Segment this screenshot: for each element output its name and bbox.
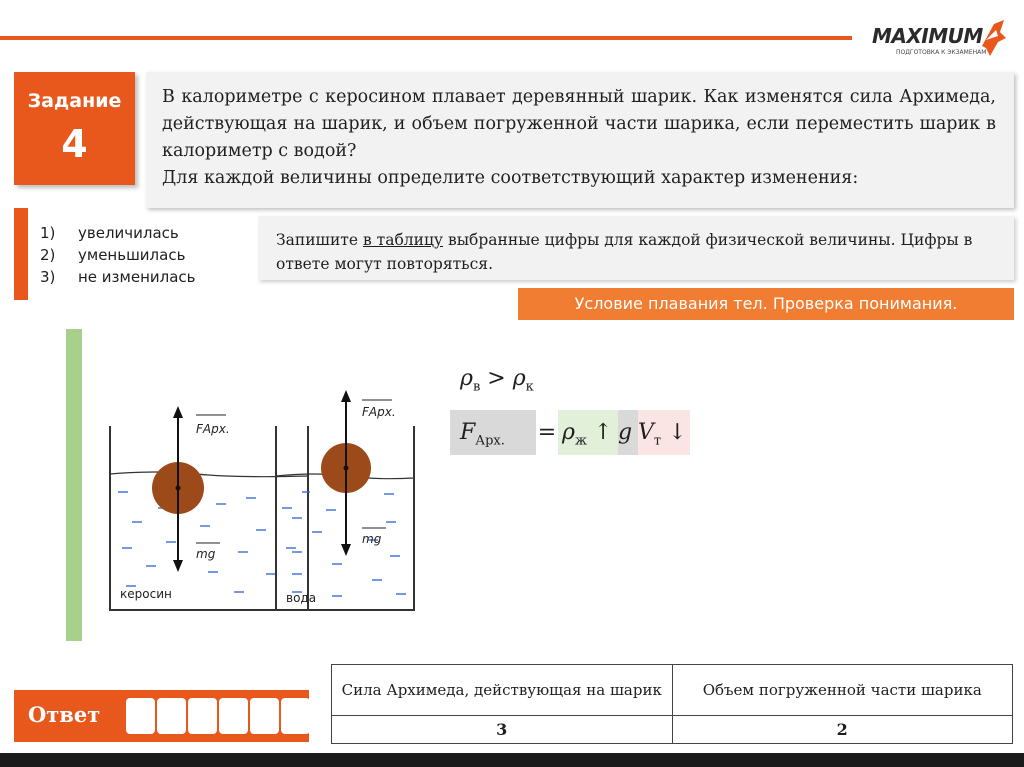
maximum-logo — [872, 18, 1012, 64]
formula-force: $F_{Арх.}$ — [450, 410, 536, 455]
logo-runner-icon — [976, 18, 1008, 58]
answer-cell[interactable] — [157, 698, 186, 734]
question-text: В калориметре с керосином плавает деревянный шарик. Как изменятся сила Архимеда, действующая на шарик, и объем погруженной части шарика, если переместить шарик в калориметр с водой? — [162, 87, 996, 161]
answer-cell[interactable] — [281, 698, 310, 734]
options-accent-bar — [14, 208, 28, 300]
answer-label: Ответ — [28, 702, 101, 727]
footer-bar — [0, 753, 1024, 767]
logo-tagline: ПОДГОТОВКА К ЭКЗАМЕНАМ — [896, 49, 987, 56]
answer-cells — [126, 698, 310, 734]
side-accent-bar — [66, 329, 82, 641]
answer-cell[interactable] — [219, 698, 248, 734]
water-vessel — [276, 390, 414, 610]
table-cell: 3 — [332, 716, 673, 744]
topic-banner: Условие плавания тел. Проверка понимания. — [518, 288, 1014, 320]
gravity-force-label: mg — [362, 532, 382, 546]
option-item: 2) уменьшилась — [40, 246, 186, 264]
question-panel — [146, 72, 1014, 208]
formula-g: g — [618, 410, 638, 455]
answer-box — [14, 690, 309, 742]
kerosene-label: керосин — [120, 587, 172, 601]
kerosene-vessel — [110, 406, 308, 610]
answer-cell[interactable] — [188, 698, 217, 734]
answer-cell[interactable] — [126, 698, 155, 734]
table-row — [332, 716, 1013, 744]
table-header: Сила Архимеда, действующая на шарик — [332, 665, 673, 716]
archimedes-formula — [450, 410, 690, 455]
header-divider — [0, 36, 852, 40]
option-item: 1) увеличилась — [40, 224, 179, 242]
gravity-force-label: mg — [196, 547, 216, 561]
water-label: вода — [286, 591, 317, 605]
calorimeter-diagram — [96, 380, 426, 620]
instruction-underlined: в таблицу — [362, 231, 444, 249]
answer-table — [331, 664, 1013, 744]
task-label: Задание — [27, 90, 122, 112]
option-item: 3) не изменилась — [40, 268, 196, 286]
task-number: 4 — [61, 122, 88, 166]
formula-volume: $V_т$ ↓ — [638, 410, 690, 455]
formula-density: $\rho_ж$ ↑ — [558, 410, 618, 455]
task-number-box — [14, 72, 135, 185]
table-header-row — [332, 665, 1013, 716]
density-inequality: $\rho_в > \rho_к$ — [460, 366, 534, 395]
answer-cell[interactable] — [250, 698, 279, 734]
archimedes-force-label: FАрх. — [362, 405, 396, 419]
logo-name: MAXIMUM — [872, 24, 983, 48]
question-prompt: Для каждой величины определите соответствующий характер изменения: — [162, 168, 859, 188]
table-cell: 2 — [672, 716, 1013, 744]
formula-equals: = — [537, 420, 557, 445]
table-header: Объем погруженной части шарика — [672, 665, 1013, 716]
answer-options — [40, 222, 196, 288]
instruction-panel: Запишите в таблицу выбранные цифры для каждой физической величины. Цифры в ответе могут повторяться. — [258, 216, 1014, 280]
archimedes-force-label: FАрх. — [196, 422, 230, 436]
